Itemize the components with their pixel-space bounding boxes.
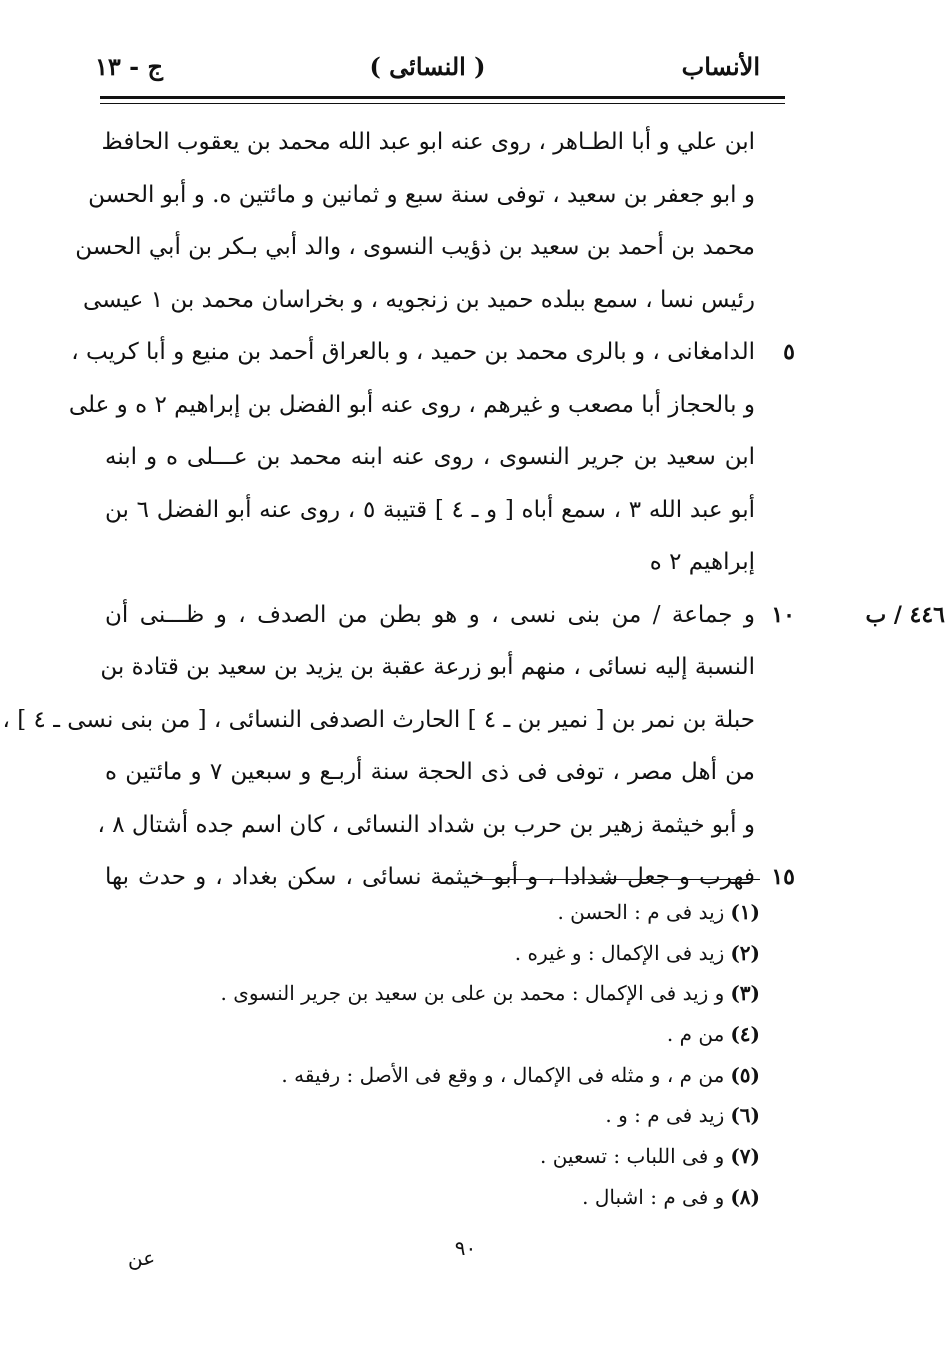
header-rule-thick (100, 96, 785, 99)
footnote-number: (٨) (730, 1184, 760, 1209)
line-text: محمد بن أحمد بن سعيد بن ذؤيب النسوى ، والد أبي بـكر بن أبي الحسن (75, 234, 755, 260)
line-text: فهرب و جعل شدادا ، و أبو خيثمة نسائى ، سكن بغداد ، و حدث بها (105, 864, 755, 890)
text-line (105, 536, 755, 589)
line-text: و أبو خيثمة زهير بن حرب بن شداد النسائى ، كان اسم جده أشتال ٨ ، (97, 811, 755, 838)
text-line (101, 116, 755, 169)
footnotes (105, 892, 760, 1218)
text-line (68, 379, 755, 432)
footnote-text: و فى اللباب : تسعين . (539, 1144, 725, 1169)
line-text: ابن سعيد بن جرير النسوى ، روى عنه ابنه محمد بن عـــلى ه و ابنه (105, 444, 755, 470)
footnote-text: زيد فى م : و . (605, 1103, 725, 1128)
text-line (75, 221, 755, 274)
volume-number: ج - ١٣ (95, 52, 163, 81)
line-number: ١٠ (771, 601, 795, 628)
footnote-text: و زيد فى الإكمال : محمد بن على بن سعيد بن جرير النسوى . (220, 981, 725, 1006)
footnote-text: من م . (666, 1022, 725, 1047)
text-line (105, 746, 755, 799)
entry-title: ( النسائى ) (369, 52, 486, 81)
manuscript-folio-marker: ٤٤٦ / ب (865, 601, 945, 628)
footnote (105, 1177, 760, 1218)
footnote-number: (٦) (730, 1103, 760, 1128)
footnote (105, 1014, 760, 1055)
text-line (83, 274, 755, 327)
text-line (105, 589, 945, 642)
footnote (105, 1136, 760, 1177)
text-line (71, 326, 795, 379)
footnote-number: (١) (730, 900, 760, 924)
running-header (95, 52, 760, 92)
line-text: و ابو جعفر بن سعيد ، توفى سنة سبع و ثمانين و مائتين ه. و أبو الحسن (88, 181, 755, 208)
line-text: إبراهيم ٢ ه (649, 549, 755, 575)
footnote-number: (٤) (730, 1022, 760, 1047)
text-line (100, 641, 755, 694)
footnote-number: (٧) (730, 1144, 760, 1169)
text-line (88, 169, 755, 222)
line-text: ابن علي و أبا الطـاهر ، روى عنه ابو عبد الله محمد بن يعقوب الحافظ (101, 129, 755, 155)
text-line (105, 431, 755, 484)
footnote-text: و فى م : اشبال . (582, 1184, 725, 1209)
text-line (105, 484, 755, 537)
book-title: الأنساب (681, 52, 760, 81)
line-text: الدامغانى ، و بالرى محمد بن حميد ، و بالعراق أحمد بن منيع و أبا كريب ، (71, 339, 755, 365)
footnote (105, 1095, 760, 1136)
line-text: حبلة بن نمر بن [ نمير بن ـ ٤ ] الحارث الصدفى النسائى ، [ من بنى نسى ـ ٤ ] ، (2, 706, 755, 733)
footnote-text: زيد فى الإكمال : و غيره . (514, 940, 725, 965)
line-text: رئيس نسا ، سمع ببلده حميد بن زنجويه ، و بخراسان محمد بن ١ عيسى (83, 286, 755, 313)
header-rule-thin (100, 103, 785, 104)
text-line (2, 694, 755, 747)
footnote-number: (٣) (730, 981, 760, 1006)
page-number: ٩٠ (454, 1236, 477, 1260)
line-number: ٥ (783, 339, 795, 365)
footnote-number: (٢) (730, 940, 760, 965)
line-text: النسبة إليه نسائى ، منهم أبو زرعة عقبة بن يزيد بن سعيد بن قتادة بن (100, 654, 755, 680)
catchword: عن (128, 1246, 156, 1270)
main-text (2, 116, 945, 904)
line-text: و جماعة / من بنى نسى ، و هو بطن من الصدف ، و ظـــنى أن (105, 601, 755, 628)
footnote-number: (٥) (730, 1062, 760, 1087)
footnote-text: زيد فى م : الحسن . (557, 900, 725, 924)
footnote (105, 973, 760, 1014)
text-line (97, 799, 755, 852)
line-text: من أهل مصر ، توفى فى ذى الحجة سنة أربـع و سبعين ٧ و مائتين ه (105, 759, 755, 785)
line-text: أبو عبد الله ٣ ، سمع أباه [ و ـ ٤ ] قتيبة ٥ ، روى عنه أبو الفضل ٦ بن (105, 496, 755, 523)
footnote-separator (478, 879, 760, 880)
line-number: ١٥ (771, 864, 795, 890)
footnote-text: من م ، و مثله فى الإكمال ، و وقع فى الأصل : رفيقه . (281, 1062, 725, 1087)
footnote (105, 933, 760, 974)
footnote (105, 892, 760, 933)
line-text: و بالحجاز أبا مصعب و غيرهم ، روى عنه أبو الفضل بن إبراهيم ٢ ه و على (68, 391, 755, 418)
footnote (105, 1055, 760, 1096)
